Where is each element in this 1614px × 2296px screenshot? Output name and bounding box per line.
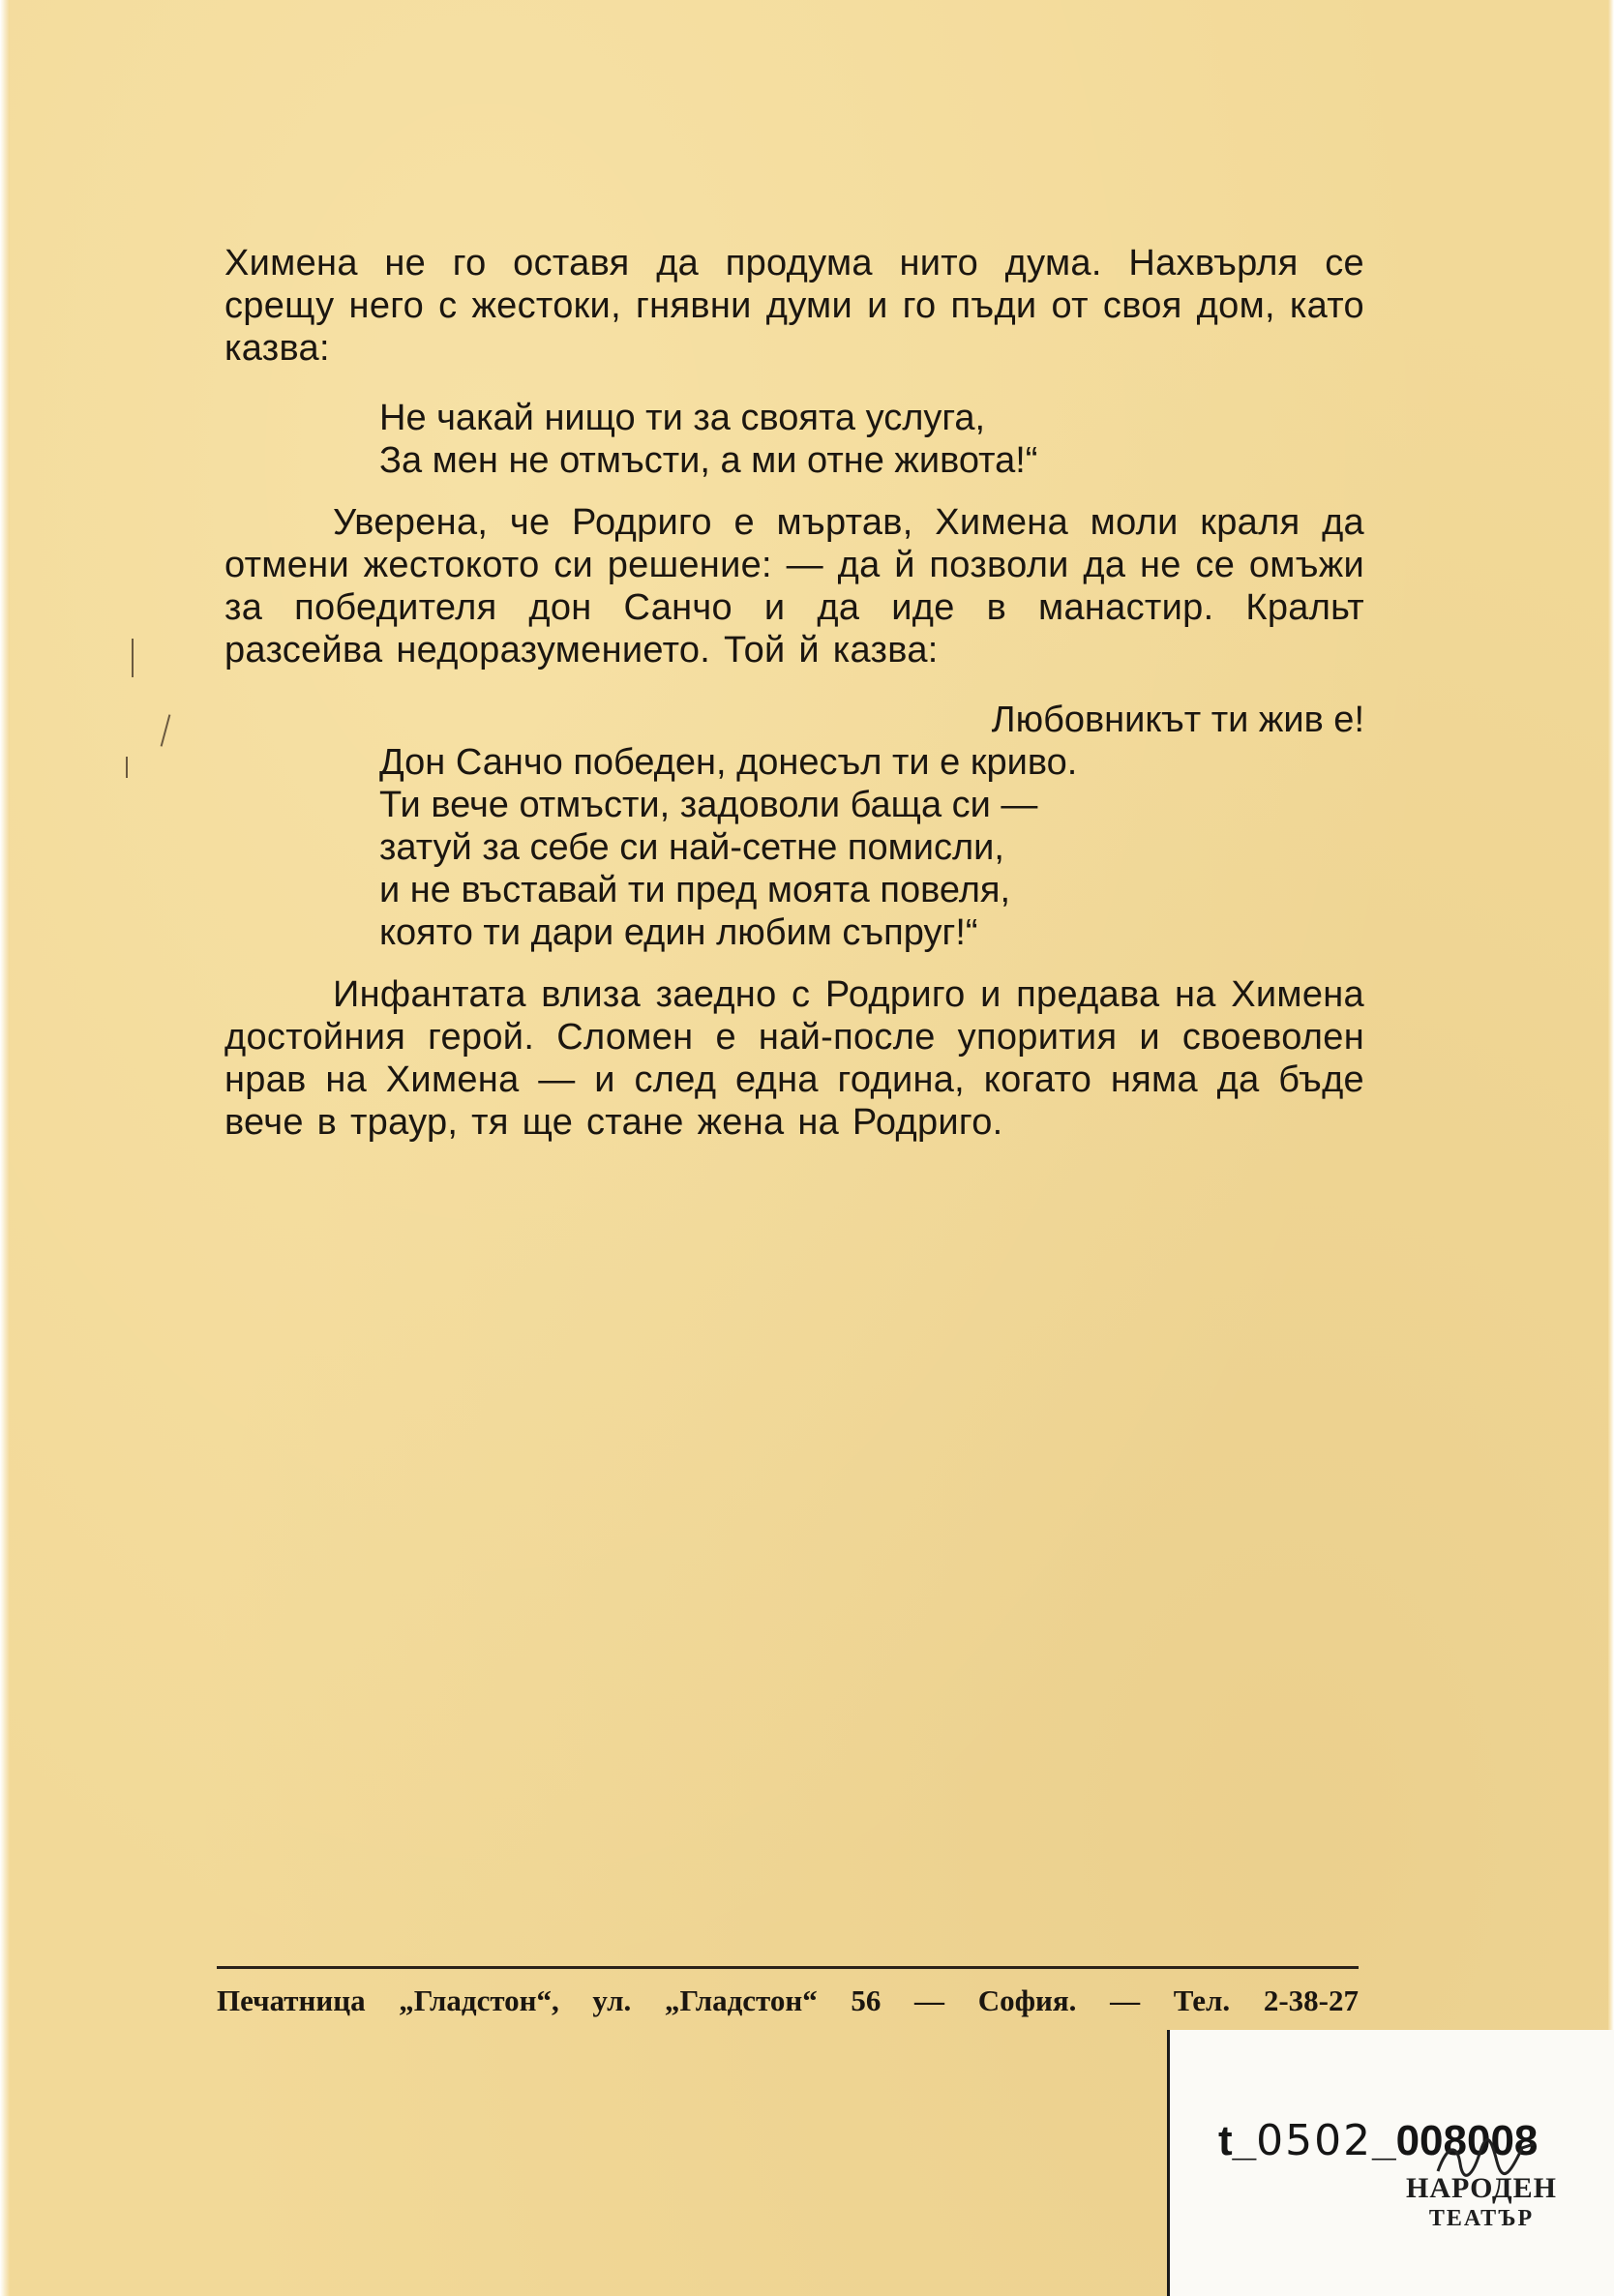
scan-edge-left — [0, 0, 10, 2296]
paragraph-1: Химена не го оставя да продума нито дума. Нахвърля се срещу него с жестоки, гнявни думи и го пъди от своя дом, като казва: — [224, 243, 1364, 369]
verse-2-line-2: Ти вече отмъсти, задоволи баща си — — [379, 785, 1038, 825]
archive-code-prefix: t_ — [1218, 2117, 1257, 2164]
verse-2-line-4: и не въставай ти пред моята повеля, — [379, 870, 1011, 910]
paragraph-3: Инфантата влиза заедно с Родриго и предава на Химена достойния герой. Сломен е най-после упорития и своеволен нрав на Химена — и след една година, когато няма да бъде вече в траур, тя ще стане жена на Родриго. — [224, 974, 1364, 1143]
paragraph-2: Уверена, че Родриго е мъртав, Химена моли краля да отмени жестокото си решение: — да й позволи да не се омъжи за победителя дон Санчо и да иде в манастир. Кральт разсейва недоразумението. Той й казва: — [224, 502, 1364, 671]
logo-text-line-2: ТЕАТЪР — [1428, 2206, 1535, 2231]
verse-2-line-1: Дон Санчо победен, донесъл ти е криво. — [379, 742, 1078, 783]
verse-2-first-line: Любовникът ти жив е! — [991, 700, 1364, 740]
footer-rule — [217, 1966, 1359, 1969]
verse-1-line-2: За мен не отмъсти, а ми отне живота!“ — [379, 440, 1038, 481]
archive-code-suffix: _008008 — [1372, 2117, 1539, 2164]
printer-imprint: Печатница „Гладстон“, ул. „Гладстон“ 56 — София. — Тел. 2-38-27 — [217, 1983, 1359, 2017]
verse-2-line-5: която ти дари един любим съпруг!“ — [379, 912, 978, 953]
margin-mark — [126, 757, 128, 778]
archive-stamp — [1167, 2030, 1614, 2296]
archive-code-handwritten: 0502 — [1256, 2116, 1373, 2165]
scan-edge-right — [1608, 0, 1614, 2296]
verse-1-line-1: Не чакай нищо ти за своята услуга, — [379, 398, 986, 438]
national-theatre-logo — [1394, 2134, 1569, 2231]
margin-mark — [132, 639, 134, 677]
logo-text-line-1: НАРОДЕН — [1406, 2172, 1557, 2204]
verse-2-line-3: затуй за себе си най-сетне помисли, — [379, 827, 1004, 868]
